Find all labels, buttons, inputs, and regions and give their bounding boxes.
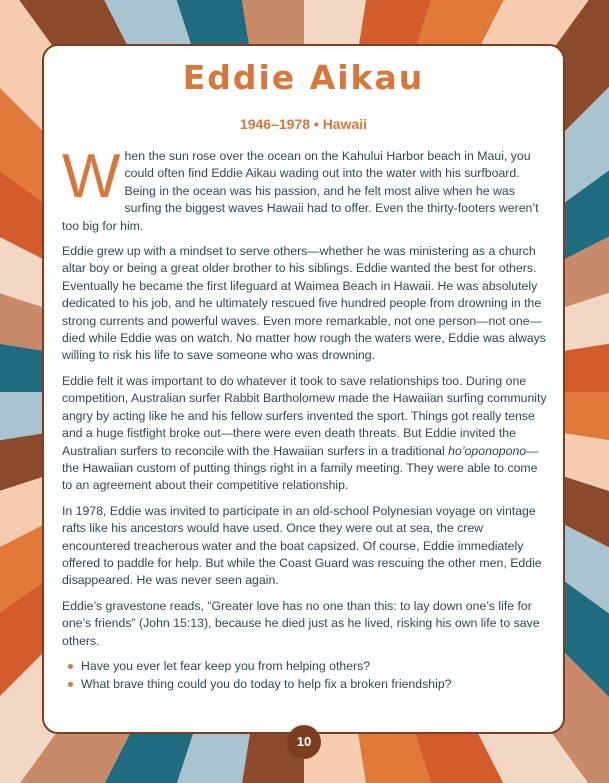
paragraph-1-text: hen the sun rose over the ocean on the Kahului Harbor beach in Maui, you could often find Eddie Aikau wading out into the water with his surfboard. Being in the ocean was his passion, and he felt most alive when he was surfing the biggest waves Hawaii had to offer. Even the thirty-footers weren’t too big for him. — [62, 149, 539, 233]
paragraph-3-text-a: Eddie felt it was important to do whatever it took to save relationships too. During one competition, Australian surfer Rabbit Bartholomew made the Hawaiian surfing community angry by acting like he and his fellow surfers invented the sport. Things got really tense and a huge fistfight broke out—there were even death threats. But Eddie invited the Australian surfers to reconcile with the Hawaiian surfers in a traditional — [62, 373, 547, 458]
bullet-dot-icon — [68, 664, 73, 669]
bullet-dot-icon — [68, 682, 73, 687]
reflection-questions — [68, 658, 548, 694]
page-title: Eddie Aikau — [182, 58, 425, 97]
hooponopono-term: ho’oponopono — [448, 443, 527, 458]
paragraph-4: In 1978, Eddie was invited to participate in an old-school Polynesian voyage on vintage rafts like his ancestors would have used. Once they were out at sea, the crew encountered treacherous water and the boat capsized. Of course, Eddie immediately offered to paddle for help. But while the Coast Guard was rescuing the other men, Eddie disappeared. He was never seen again. — [62, 503, 542, 588]
article-body — [62, 142, 548, 695]
drop-cap: W — [62, 142, 121, 211]
question-item — [68, 676, 548, 693]
question-text: Have you ever let fear keep you from helping others? — [81, 658, 371, 673]
paragraph-2: Eddie grew up with a mindset to serve others—whether he was ministering as a church altar boy or being a great older brother to his siblings. Eddie wanted the best for others. Eventually he became the first lifeguard at Waimea Beach in Hawaii. He was absolutely dedicated to his job, and he ultimately rescued five hundred people from drowning in the strong currents and powerful waves. Even more remarkable, not one person—not one—died while Eddie was on watch. No matter how rough the waters were, Eddie was always willing to risk his life to save someone who was drowning. — [62, 244, 546, 363]
question-item — [68, 658, 548, 675]
paragraph-3-text-b: —the Hawaiian custom of putting things right in a family meeting. They were able to come to an agreement about their competitive relationship. — [62, 443, 539, 493]
page-subtitle: 1946–1978 • Hawaii — [239, 116, 368, 132]
page-number-badge: 10 — [287, 725, 321, 759]
paragraph-5: Eddie’s gravestone reads, “Greater love has no one than this: to lay down one’s life for one’s friends” (John 15:13), because he died just as he lived, risking his own life to save others. — [62, 598, 540, 648]
paragraph-3 — [62, 373, 548, 495]
content-card — [42, 44, 565, 734]
question-text: What brave thing could you do today to help fix a broken friendship? — [81, 677, 452, 692]
paragraph-1 — [62, 142, 548, 235]
